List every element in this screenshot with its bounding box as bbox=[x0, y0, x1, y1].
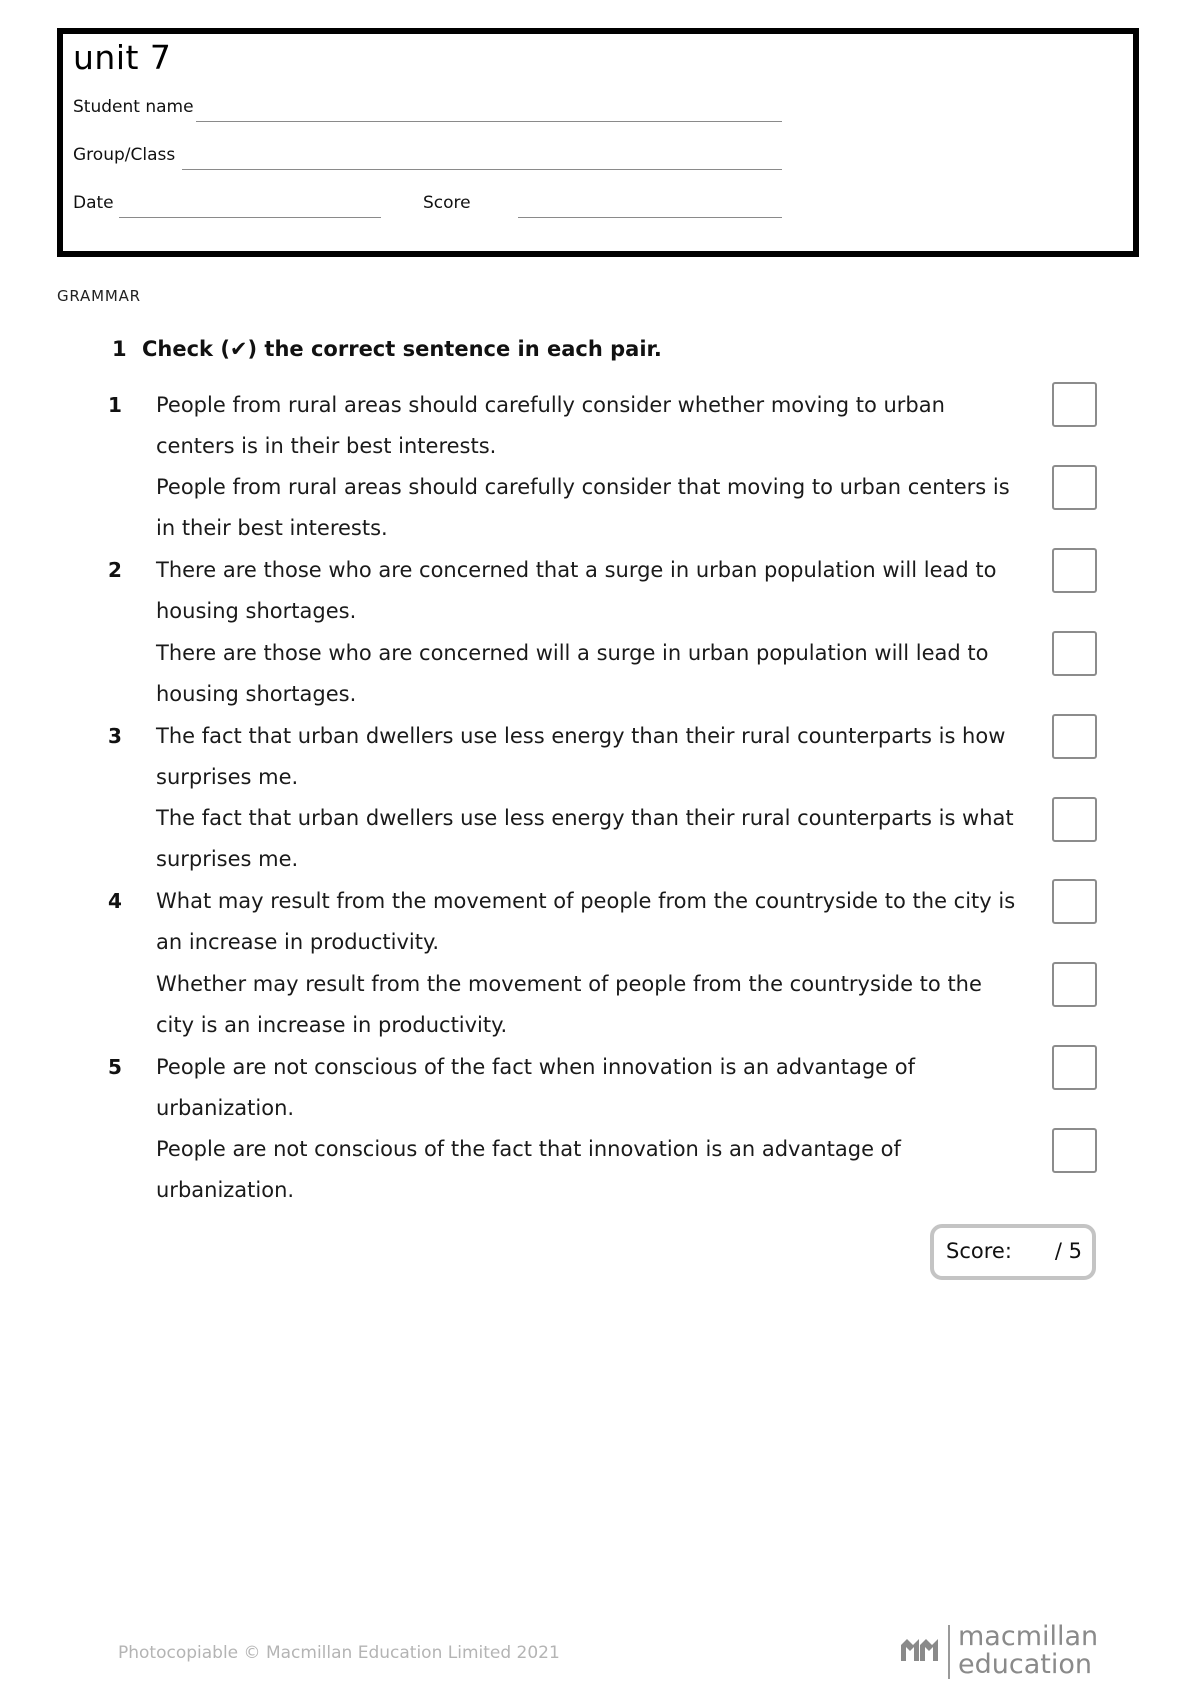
student-info-box bbox=[57, 28, 1139, 257]
sentence-option: People from rural areas should carefully consider whether moving to urban centers is in their best interests. bbox=[156, 393, 945, 458]
item-number: 5 bbox=[108, 1055, 122, 1079]
logo-text bbox=[958, 1623, 1098, 1679]
answer-checkbox[interactable] bbox=[1052, 962, 1097, 1007]
score-box-total: / 5 bbox=[1054, 1239, 1082, 1263]
answer-checkbox[interactable] bbox=[1052, 382, 1097, 427]
score-box-label: Score: bbox=[946, 1239, 1012, 1263]
instruction-text: Check (✔) the correct sentence in each pair. bbox=[142, 337, 662, 361]
copyright-footer: Photocopiable © Macmillan Education Limited 2021 bbox=[118, 1643, 560, 1663]
exercise-instruction bbox=[112, 337, 662, 361]
score-label: Score bbox=[423, 193, 471, 213]
sentence-option: There are those who are concerned that a surge in urban population will lead to housing shortages. bbox=[156, 558, 997, 623]
item-number: 2 bbox=[108, 558, 122, 582]
answer-checkbox[interactable] bbox=[1052, 548, 1097, 593]
item-number: 1 bbox=[108, 393, 122, 417]
answer-checkbox[interactable] bbox=[1052, 797, 1097, 842]
score-line[interactable] bbox=[518, 217, 782, 218]
section-label: GRAMMAR bbox=[57, 287, 141, 305]
group-class-label: Group/Class bbox=[73, 145, 176, 165]
sentence-option: The fact that urban dwellers use less energy than their rural counterparts is how surprises me. bbox=[156, 724, 1006, 789]
logo-line-1: macmillan bbox=[958, 1621, 1099, 1652]
group-class-line[interactable] bbox=[182, 169, 782, 170]
date-label: Date bbox=[73, 193, 114, 213]
item-number: 3 bbox=[108, 724, 122, 748]
answer-checkbox[interactable] bbox=[1052, 1045, 1097, 1090]
sentence-option: Whether may result from the movement of people from the countryside to the city is an increase in productivity. bbox=[156, 972, 982, 1037]
student-name-line[interactable] bbox=[196, 121, 782, 122]
student-name-label: Student name bbox=[73, 97, 194, 117]
answer-checkbox[interactable] bbox=[1052, 465, 1097, 510]
sentence-option: There are those who are concerned will a surge in urban population will lead to housing shortages. bbox=[156, 641, 989, 706]
item-number: 4 bbox=[108, 889, 122, 913]
sentence-option: People are not conscious of the fact when innovation is an advantage of urbanization. bbox=[156, 1055, 915, 1120]
answer-checkbox[interactable] bbox=[1052, 1128, 1097, 1173]
sentence-option: The fact that urban dwellers use less energy than their rural counterparts is what surprises me. bbox=[156, 806, 1014, 871]
logo-line-2: education bbox=[958, 1649, 1092, 1680]
date-line[interactable] bbox=[119, 217, 381, 218]
logo-divider bbox=[948, 1625, 950, 1679]
sentence-option: People are not conscious of the fact that innovation is an advantage of urbanization. bbox=[156, 1137, 901, 1202]
sentence-option: What may result from the movement of people from the countryside to the city is an increase in productivity. bbox=[156, 889, 1016, 954]
answer-checkbox[interactable] bbox=[1052, 631, 1097, 676]
macmillan-logo-icon bbox=[900, 1635, 940, 1667]
answer-checkbox[interactable] bbox=[1052, 879, 1097, 924]
exercise-number: 1 bbox=[112, 337, 127, 361]
macmillan-logo bbox=[900, 1621, 1100, 1681]
sentence-option: People from rural areas should carefully consider that moving to urban centers is in their best interests. bbox=[156, 475, 1010, 540]
score-box bbox=[930, 1224, 1096, 1280]
answer-checkbox[interactable] bbox=[1052, 714, 1097, 759]
unit-title: unit 7 bbox=[73, 38, 172, 77]
